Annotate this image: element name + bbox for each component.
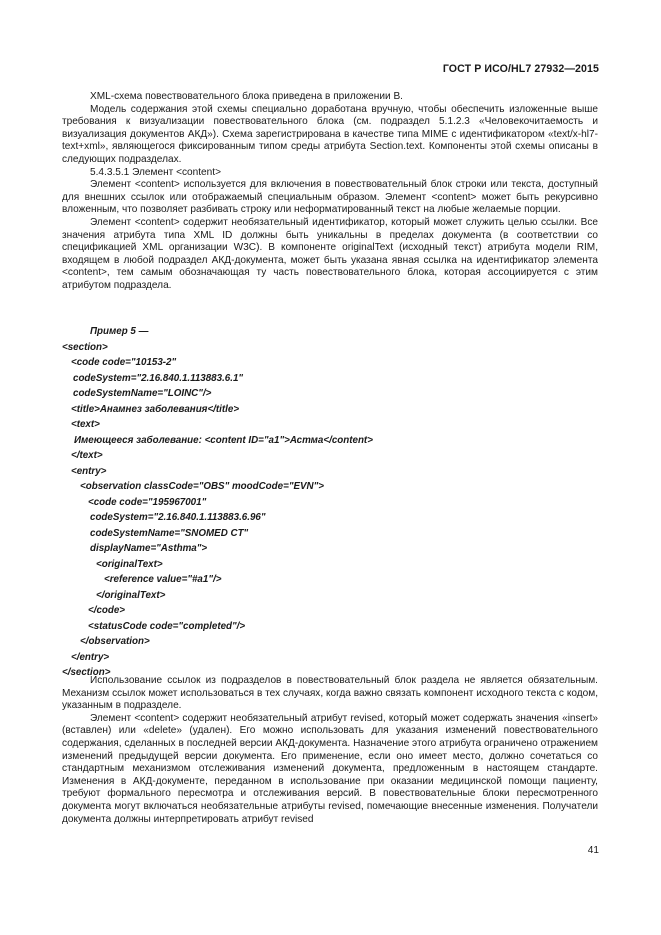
code-line: <section> [62,341,108,353]
code-line: <observation classCode="OBS" moodCode="EVN"> [80,481,324,492]
paragraph: XML-схема повествовательного блока приведена в приложении В. [90,91,403,102]
code-line: <code code="10153-2" [71,357,177,368]
page-number: 41 [587,845,599,856]
code-line: </observation> [80,636,150,647]
code-line: </entry> [71,651,110,663]
code-line: <text> [71,419,100,430]
code-line: </section> [62,667,111,678]
code-line: <statusCode code="completed"/> [88,620,246,632]
code-line: codeSystem="2.16.840.1.113883.6.96" [90,512,266,523]
example-label: Пример 5 — [90,326,149,337]
paragraph: Элемент <content> содержит необязательный идентификатор, который может служить целью ссылки. Все значения атрибута типа XML ID должны быть уникальны в пределах документа (в соответствии со спецификацией XML организации W3C). В компоненте originalText (исходный текст) атрибута модели RIM, входящем в любой подраздел АКД-документа, может быть указана явная ссылка на идентификатор элемента <content>, тем самым обозначающая ту часть повествовательного блока, которая ассоциируется с этим атрибутом подраздела. [62,216,598,291]
paragraph: Элемент <content> используется для включения в повествовательный блок строки или текста, доступный для внешних ссылок или отображаемый специальным образом. Элемент <content> может быть рекурсивно вложенным, что позволяет разбивать строку или неформатированный текст на любые желаемые порции. [62,179,598,216]
code-line: <reference value="#a1"/> [104,574,222,585]
code-example [62,324,373,681]
code-line: codeSystemName="SNOMED CT" [90,527,249,539]
code-line: <originalText> [96,558,163,570]
code-line: </code> [88,605,126,616]
code-line: </text> [71,450,103,461]
paragraph: Использование ссылок из подразделов в повествовательный блок раздела не является обязательным. Механизм ссылок может использоваться в тех случаях, когда важно связать компонент исходного текста с кодом, указанным в подразделе. [62,675,598,712]
body-text-top [62,91,598,293]
code-line: codeSystemName="LOINC"/> [73,388,212,399]
code-line: codeSystem="2.16.840.1.113883.6.1" [73,372,244,384]
code-line: <title>Анамнез заболевания</title> [71,403,240,415]
document-header: ГОСТ Р ИСО/HL7 27932—2015 [442,63,599,75]
code-line: </originalText> [96,589,166,601]
paragraph: Элемент <content> содержит необязательный атрибут revised, который может содержать значения «insert» (вставлен) или «delete» (удален). Его можно использовать для указания изменений повествовательного содержания, сделанных в последней версии АКД-документа. Назначение этого атрибута ограничено отражением изменений предыдущей версии документа. Его применение, если оно имеет место, должно сочетаться со стандартным механизмом отслеживания изменений документа, предложенным в настоящем стандарте. Изменения в АКД-документе, переданном в использование при оказании медицинской помощи пациенту, требуют формального пересмотра и отслеживания версий. В повествовательные блоки пересмотренного документа могут включаться необязательные атрибуты revised, помечающие внесенные изменения. Получатели документа должны интерпретировать атрибут revised [62,712,598,825]
code-line: displayName="Asthma"> [90,543,208,554]
body-text-bottom [62,675,598,826]
section-heading: 5.4.3.5.1 Элемент <content> [90,166,221,178]
paragraph: Модель содержания этой схемы специально доработана вручную, чтобы обеспечить изложенные выше требования к визуализации повествовательного блока (см. подраздел 5.1.2.3 «Человекочитаемость и визуализация документов АКД»). Схема зарегистрирована в качестве типа MIME с идентификатором «text/x-hl7-text+xml», являющегося фиксированным типом среды атрибута Section.text. Компоненты этой схемы описаны в следующих подразделах. [62,103,598,165]
code-line: <code code="195967001" [88,496,207,508]
code-line: Имеющееся заболевание: <content ID="a1">Астма</content> [74,434,373,446]
code-line: <entry> [71,465,107,477]
